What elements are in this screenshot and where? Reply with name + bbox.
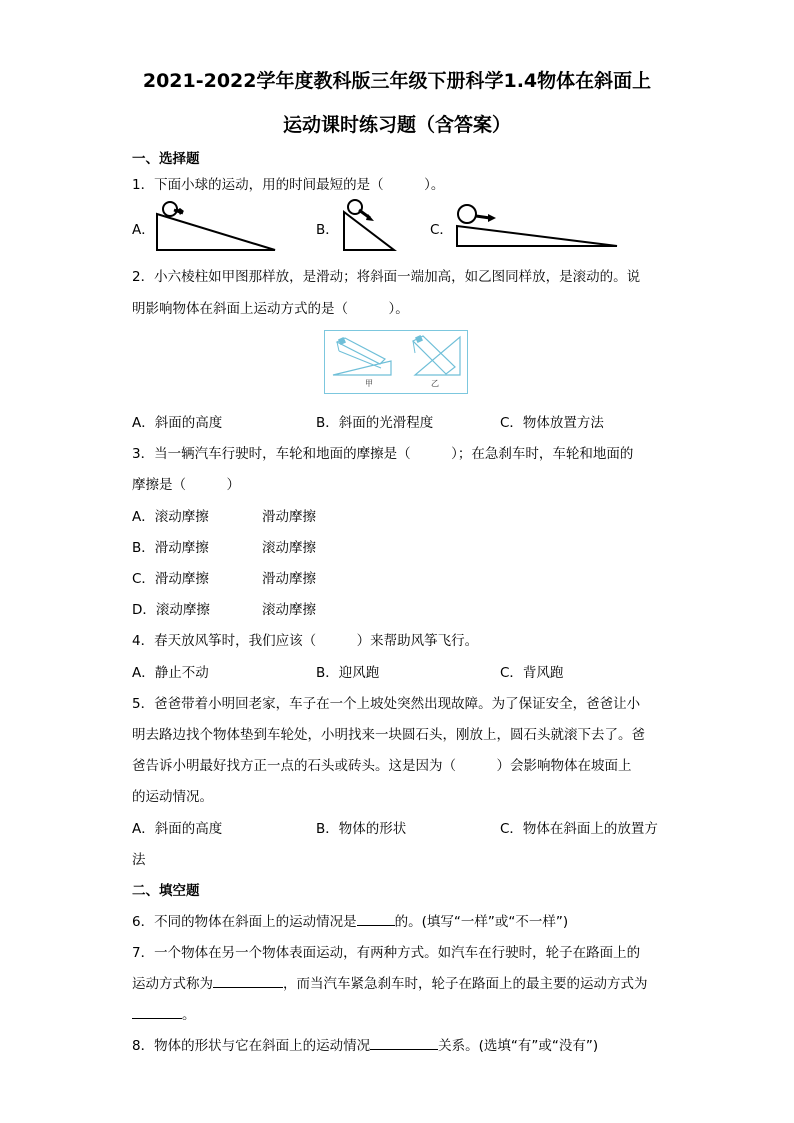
q3-option-a-first: A．滚动摩擦 (132, 509, 209, 525)
question-6 (132, 910, 568, 930)
q1-option-b-figure (338, 196, 398, 256)
section-heading-choice: 一、选择题 (132, 151, 200, 167)
q1-option-c-figure (452, 202, 622, 252)
q5-option-a: A．斜面的高度 (132, 821, 223, 837)
question-3-text-line-2: 摩擦是（ ） (132, 477, 240, 493)
q7-pre: 运动方式称为 (132, 976, 213, 992)
q7-blank-1[interactable] (213, 975, 283, 988)
q3-option-a-second: 滑动摩擦 (262, 509, 316, 525)
q8-pre: 8．物体的形状与它在斜面上的运动情况 (132, 1038, 371, 1054)
q6-pre: 6．不同的物体在斜面上的运动情况是 (132, 914, 357, 930)
fig-label-jia: 甲 (365, 379, 373, 388)
q4-option-c: C．背风跑 (500, 665, 564, 681)
q4-option-b: B．迎风跑 (316, 665, 380, 681)
fig-label-yi: 乙 (431, 379, 439, 388)
question-1-text: 1．下面小球的运动，用的时间最短的是（ ）。 (132, 177, 445, 193)
q7-mid: ，而当汽车紧急刹车时，轮子在路面上的最主要的运动方式为 (283, 976, 648, 992)
q4-option-a: A．静止不动 (132, 665, 209, 681)
question-5-text-line-4: 的运动情况。 (132, 789, 213, 805)
q2-figure-drawing (325, 331, 466, 392)
q3-option-b-second: 滚动摩擦 (262, 540, 316, 556)
question-7-line-2 (132, 972, 648, 992)
q1-option-a-label: A． (132, 222, 155, 238)
question-2-text-line-2: 明影响物体在斜面上运动方式的是（ ）。 (132, 301, 409, 317)
q3-option-c-second: 滑动摩擦 (262, 571, 316, 587)
q2-option-a: A．斜面的高度 (132, 415, 223, 431)
section-heading-fill: 二、填空题 (132, 883, 200, 899)
title-line-2: 运动课时练习题（含答案） (282, 114, 511, 136)
arrow-c (488, 214, 496, 222)
q3-option-d-second: 滚动摩擦 (262, 602, 316, 618)
question-3-text-line-1: 3．当一辆汽车行驶时，车轮和地面的摩擦是（ ）；在急刹车时，车轮和地面的 (132, 446, 634, 462)
q3-option-c-first: C．滑动摩擦 (132, 571, 209, 587)
question-5-text-line-3: 爸告诉小明最好找方正一点的石头或砖头。这是因为（ ）会影响物体在坡面上 (132, 758, 632, 774)
question-2-text-line-1: 2．小六棱柱如甲图那样放，是滑动；将斜面一端加高，如乙图同样放，是滚动的。说 (132, 269, 641, 285)
q2-option-c: C．物体放置方法 (500, 415, 604, 431)
q1-option-c-label: C． (430, 222, 453, 238)
q5-option-c: C．物体在斜面上的放置方 (500, 821, 658, 837)
q3-option-d-first: D．滚动摩擦 (132, 602, 210, 618)
q6-post: 的。(填写“一样”或“不一样”) (394, 914, 569, 930)
q8-blank[interactable] (370, 1037, 438, 1050)
incline-yi (415, 337, 460, 375)
question-7-line-3 (132, 1003, 196, 1023)
q1-option-a-figure (150, 200, 280, 255)
q5-option-b: B．物体的形状 (316, 821, 407, 837)
incline-jia (333, 361, 391, 375)
question-5-text-line-1: 5．爸爸带着小明回老家，车子在一个上坡处突然出现故障。为了保证安全，爸爸让小 (132, 696, 641, 712)
q7-post: 。 (182, 1007, 196, 1023)
question-7-text-line-1: 7．一个物体在另一个物体表面运动，有两种方式。如汽车在行驶时，轮子在路面上的 (132, 945, 641, 961)
q1-option-b-label: B． (316, 222, 339, 238)
q2-option-b: B．斜面的光滑程度 (316, 415, 434, 431)
incline-a (157, 214, 275, 250)
q8-post: 关系。(选填“有”或“没有”) (438, 1038, 599, 1054)
question-5-text-line-2: 明去路边找个物体垫到车轮处，小明找来一块圆石头，刚放上，圆石头就滚下去了。爸 (132, 727, 645, 743)
q2-figure (324, 330, 468, 394)
question-4-text: 4．春天放风筝时，我们应该（ ）来帮助风筝飞行。 (132, 633, 479, 649)
question-8 (132, 1034, 598, 1054)
q7-blank-2[interactable] (132, 1006, 182, 1019)
q6-blank[interactable] (357, 913, 395, 926)
title-line-1: 2021-2022学年度教科版三年级下册科学1.4物体在斜面上 (142, 70, 652, 92)
q3-option-b-first: B．滑动摩擦 (132, 540, 209, 556)
ball-c (458, 205, 476, 223)
incline-c (457, 226, 617, 246)
q5-option-c-wrap: 法 (132, 852, 146, 868)
